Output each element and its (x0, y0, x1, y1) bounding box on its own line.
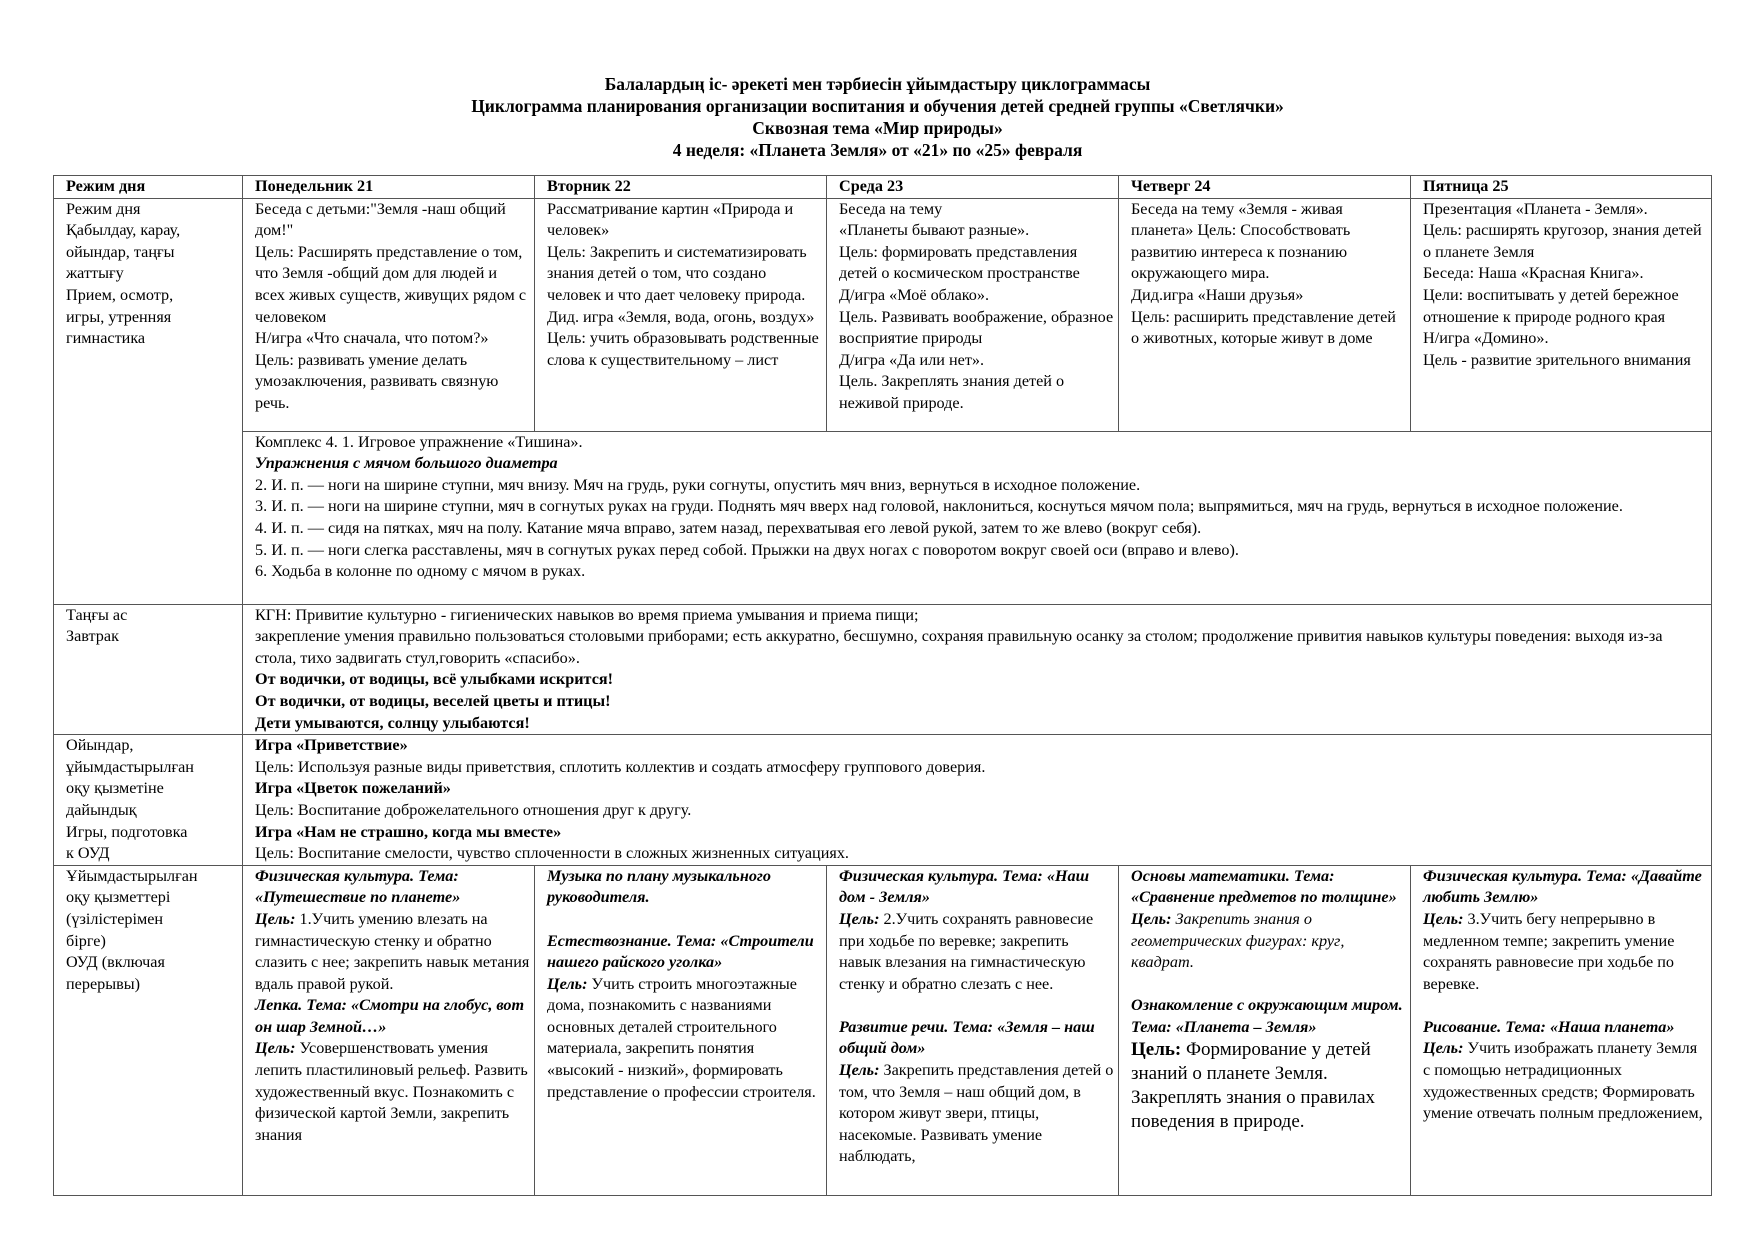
header-row (54, 176, 1712, 199)
breakfast-cell: КГН: Привитие культурно - гигиенических навыков во время приема умывания и приема пищи; закрепление умения правильно пользоваться столовыми приборами; есть аккуратно, бесшумно, сохраняя правильную осанку за столом; продолжение привития навыков культуры поведения: выходя из-за стола, тихо задвигать стул,говорить «спасибо». От водички, от водицы, всё улыбками искрится! От водички, от водицы, веселей цветы и птицы! Дети умываются, солнцу улыбаются! (243, 604, 1712, 735)
thursday-oud-cell: Основы математики. Тема: «Сравнение предметов по толщине» Цель: Закрепить знания о геометрических фигурах: круг, квадрат. Ознакомление с окружающим миром. Тема: «Планета – Земля» Цель: Формирование у детей знаний о планете Земля. Закреплять знания о правилах поведения в природе. (1119, 865, 1411, 1195)
title-kazakh: Балалардың іс- әрекеті мен тәрбиесін ұйымдастыру циклограммасы (604, 74, 1151, 94)
col-header-tuesday: Вторник 22 (535, 176, 827, 199)
wednesday-oud-cell: Физическая культура. Тема: «Наш дом - Земля» Цель: 2.Учить сохранять равновесие при ходьбе по веревке; закрепить навык влезания на гимнастическую стенку и обратно слезать с нее. Развитие речи. Тема: «Земля – наш общий дом» Цель: Закрепить представления детей о том, что Земля – наш общий дом, в котором живут звери, птицы, насекомые. Развивать умение наблюдать, (827, 865, 1119, 1195)
regime-cell-oud: Ұйымдастырылған оқу қызметтері (үзілістерімен бірге) ОУД (включая перерывы) (54, 865, 243, 1195)
games-cell: Игра «Приветствие» Цель: Используя разные виды приветствия, сплотить коллектив и создать атмосферу группового доверия. Игра «Цветок пожеланий» Цель: Воспитание доброжелательного отношения друг к другу. Игра «Нам не страшно, когда мы вместе» Цель: Воспитание смелости, чувство сплоченности в сложных жизненных ситуациях. (243, 735, 1712, 866)
document-header (0, 73, 1755, 161)
monday-morning-cell: Беседа с детьми:"Земля -наш общий дом!" Цель: Расширять представление о том, что Земля -общий дом для людей и всех живых существ, живущих рядом с человеком Н/игра «Что сначала, что потом?» Цель: развивать умение делать умозаключения, развивать связную речь. (243, 198, 535, 431)
friday-oud-cell: Физическая культура. Тема: «Давайте любить Землю» Цель: 3.Учить бегу непрерывно в медленном темпе; закрепить умение сохранять равновесие при ходьбе по веревке. Рисование. Тема: «Наша планета» Цель: Учить изображать планету Земля с помощью нетрадиционных художественных средств; Формировать умение отвечать полным предложением, (1411, 865, 1712, 1195)
tuesday-morning-cell: Рассматривание картин «Природа и человек» Цель: Закрепить и систематизировать знания детей о том, что создано человек и что дает человеку природа. Дид. игра «Земля, вода, огонь, воздух» Цель: учить образовывать родственные слова к существительному – лист (535, 198, 827, 431)
col-header-friday: Пятница 25 (1411, 176, 1712, 199)
thursday-morning-cell: Беседа на тему «Земля - живая планета» Цель: Способствовать развитию интереса к познанию окружающего мира. Дид.игра «Наши друзья» Цель: расширить представление детей о животных, которые живут в доме (1119, 198, 1411, 431)
monday-oud-cell: Физическая культура. Тема: «Путешествие по планете» Цель: 1.Учить умению влезать на гимнастическую стенку и обратно слазить с нее; закрепить навык метания вдаль правой рукой. Лепка. Тема: «Смотри на глобус, вот он шар Земной…» Цель: Усовершенствовать умения лепить пластилиновый рельеф. Развить художественный вкус. Познакомить с физической картой Земли, закрепить знания (243, 865, 535, 1195)
regime-cell-breakfast: Таңғы ас Завтрак (54, 604, 243, 735)
gymnastics-cell: Комплекс 4. 1. Игровое упражнение «Тишина». Упражнения с мячом большого диаметра 2. И. п. — ноги на ширине ступни, мяч внизу. Мяч на грудь, руки согнуты, опустить мяч вниз, вернуться в исходное положение. 3. И. п. — ноги на ширине ступни, мяч в согнутых руках на груди. Поднять мяч вверх над головой, наклониться, коснуться мячом пола; выпрямиться, мяч на грудь, вернуться в исходное положение. 4. И. п. — сидя на пятках, мяч на полу. Катание мяча вправо, затем назад, перехватывая его левой рукой, затем то же влево (вокруг себя). 5. И. п. — ноги слегка расставлены, мяч в согнутых руках перед собой. Прыжки на двух ногах с поворотом вокруг своей оси (вправо и влево). 6. Ходьба в колонне по одному с мячом в руках. (243, 431, 1712, 604)
col-header-monday: Понедельник 21 (243, 176, 535, 199)
week-title: 4 неделя: «Планета Земля» от «21» по «25» февраля (672, 140, 1083, 160)
wednesday-morning-cell: Беседа на тему «Планеты бывают разные». Цель: формировать представления детей о космическом пространстве Д/игра «Моё облако». Цель. Развивать воображение, образное восприятие природы Д/игра «Да или нет». Цель. Закреплять знания детей о неживой природе. (827, 198, 1119, 431)
theme-title: Сквозная тема «Мир природы» (752, 118, 1003, 138)
table-row (54, 865, 1712, 1195)
friday-morning-cell: Презентация «Планета - Земля». Цель: расширять кругозор, знания детей о планете Земля Беседа: Наша «Красная Книга». Цели: воспитывать у детей бережное отношение к природе родного края Н/игра «Домино». Цель - развитие зрительного внимания (1411, 198, 1712, 431)
table-row (54, 604, 1712, 735)
regime-cell-games: Ойындар, ұйымдастырылған оқу қызметіне дайындық Игры, подготовка к ОУД (54, 735, 243, 866)
col-header-wednesday: Среда 23 (827, 176, 1119, 199)
table-row (54, 735, 1712, 866)
regime-cell-morning: Режим дня Қабылдау, карау, ойындар, таңғы жаттығу Прием, осмотр, игры, утренняя гимнастика (54, 198, 243, 604)
col-header-thursday: Четверг 24 (1119, 176, 1411, 199)
table-row (54, 431, 1712, 604)
tuesday-oud-cell: Музыка по плану музыкального руководителя. Естествознание. Тема: «Строители нашего райского уголка» Цель: Учить строить многоэтажные дома, познакомить с названиями основных деталей строительного материала, закрепить понятия «высокий - низкий», формировать представление о профессии строителя. (535, 865, 827, 1195)
table-row (54, 198, 1712, 431)
col-header-regime: Режим дня (54, 176, 243, 199)
cyclogram-table (53, 175, 1712, 1196)
title-russian: Циклограмма планирования организации воспитания и обучения детей средней группы «Светлячки» (471, 96, 1284, 116)
